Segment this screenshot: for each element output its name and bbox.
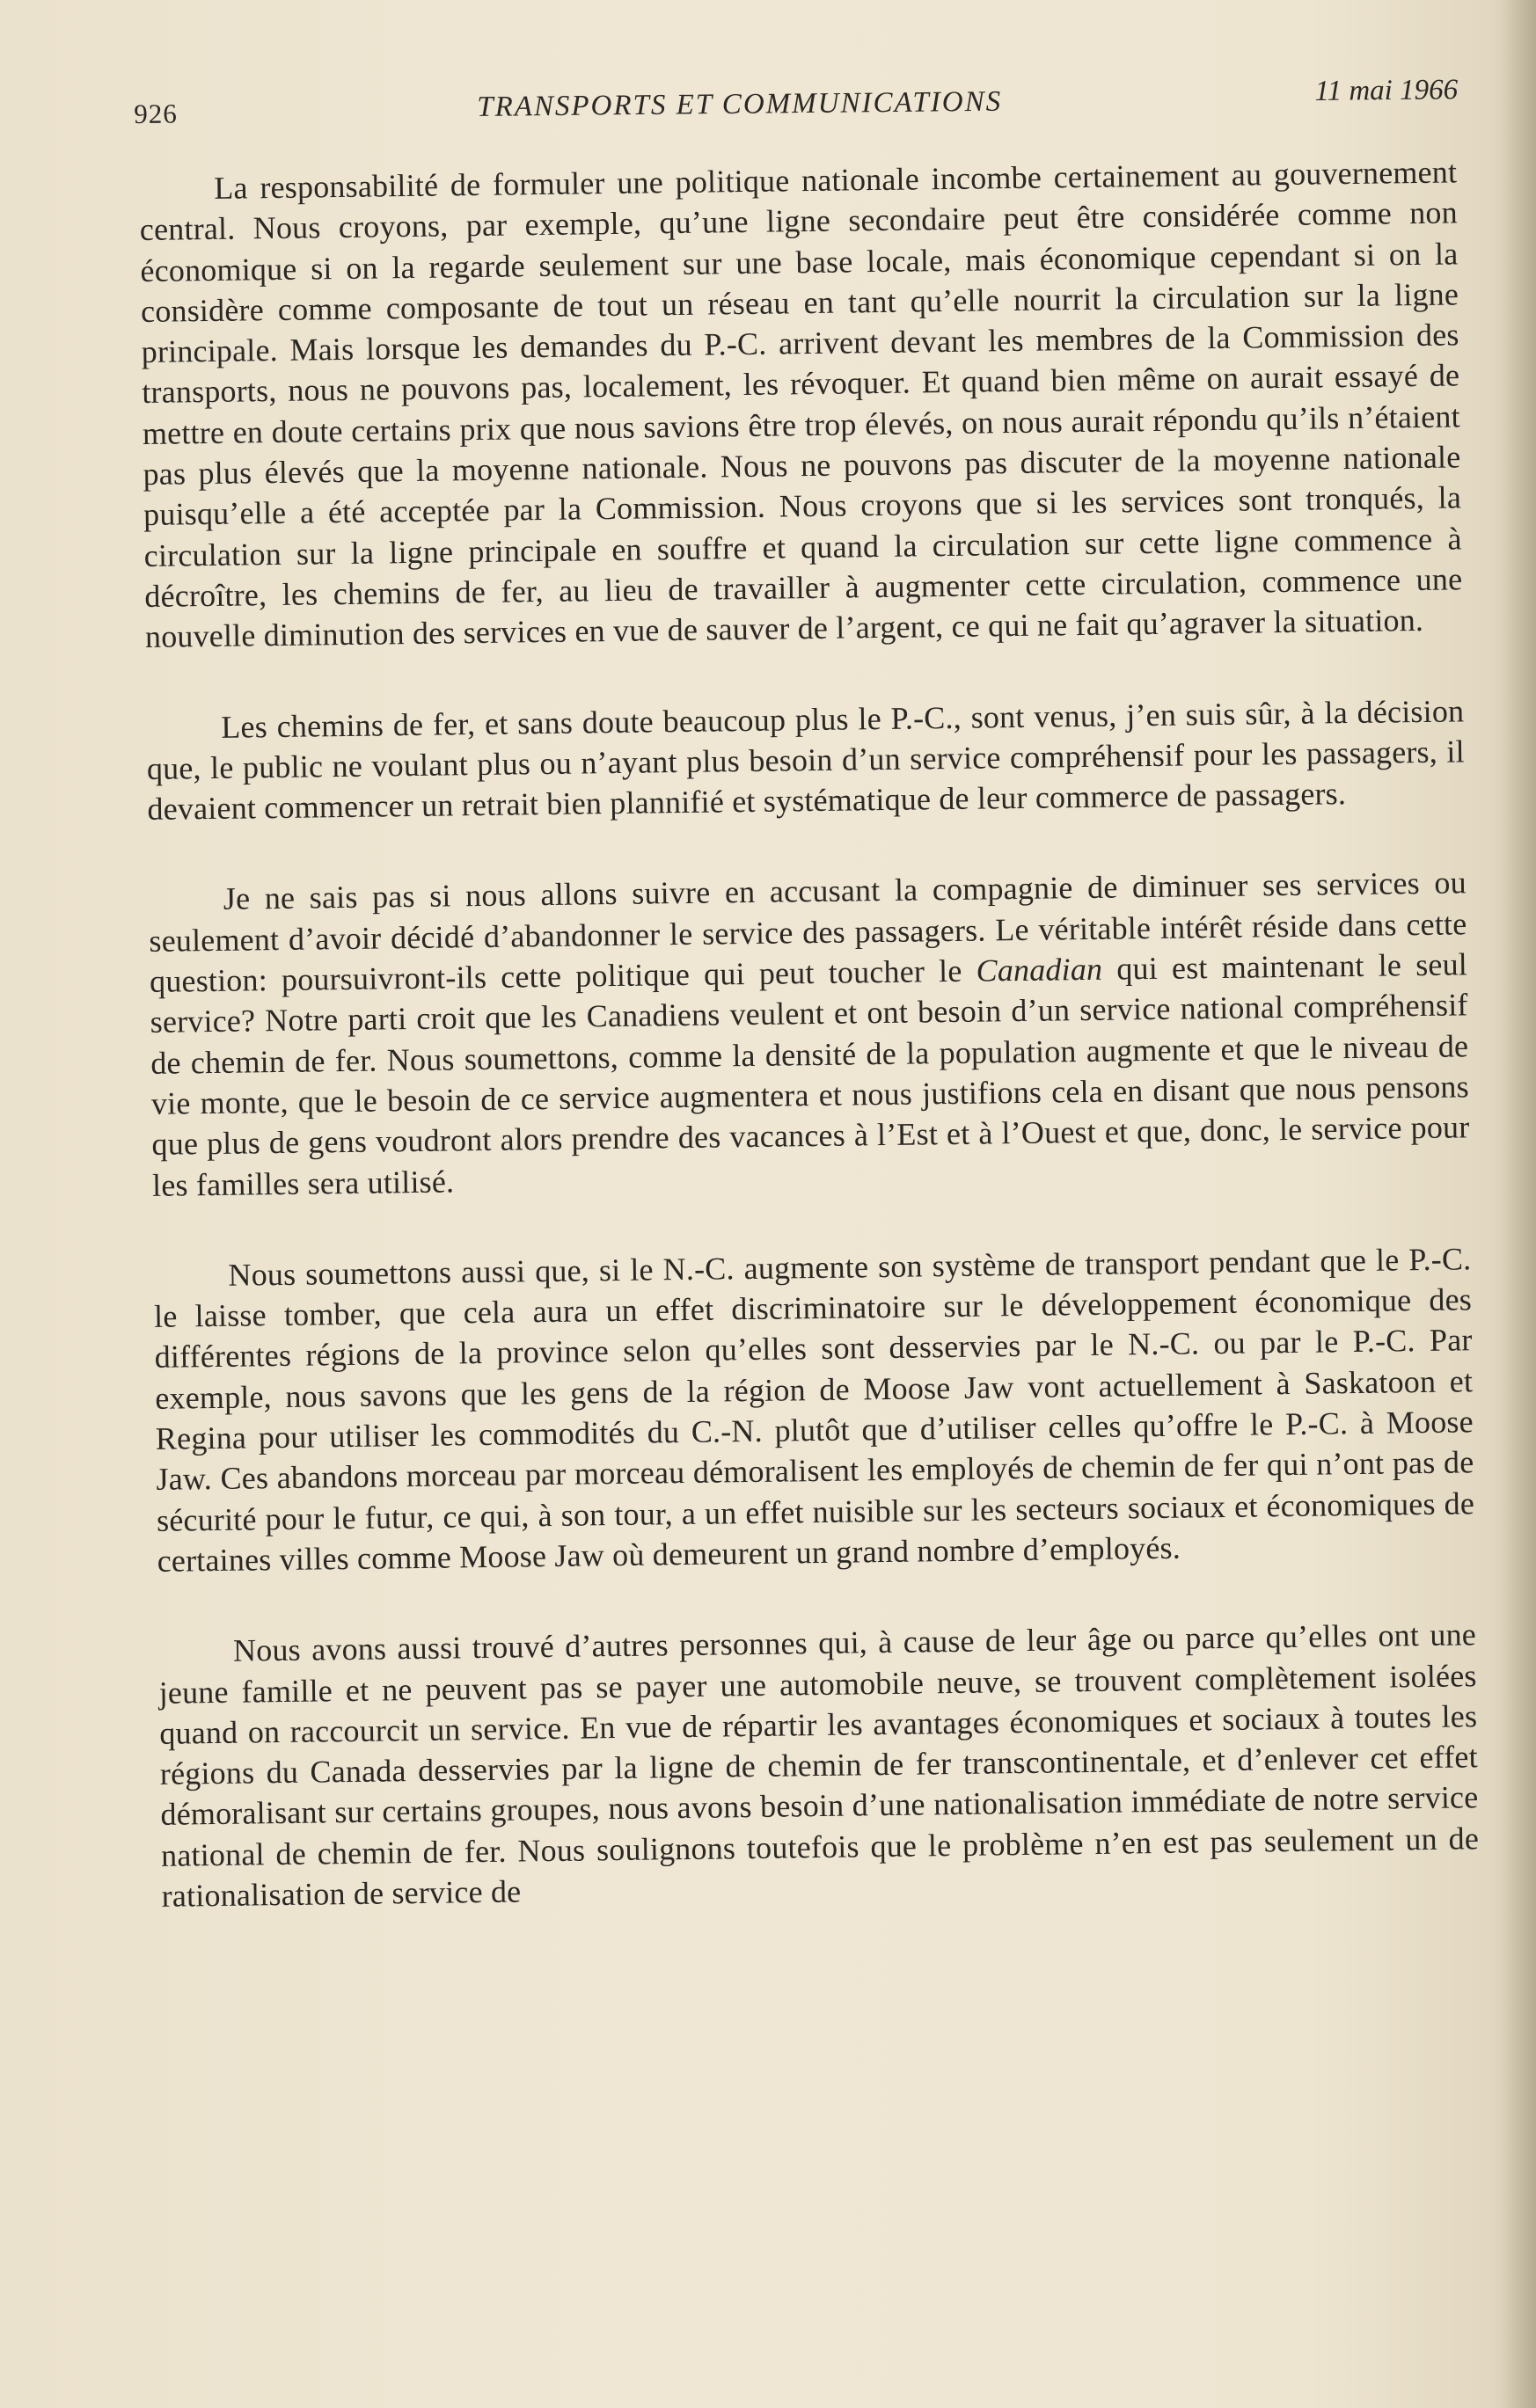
paragraph-3 bbox=[149, 863, 1471, 1206]
paragraph-5: Nous avons aussi trouvé d’autres personnes qui, à cause de leur âge ou parce qu’elles ont une jeune famille et ne peuvent pas se payer une automobile neuve, se trouvent complètement isolées quand on raccourcit un service. En vue de répartir les avantages économiques et sociaux à toutes les régions du Canada desservies par la ligne de chemin de fer transcontinentale, et d’enlever cet effet démoralisant sur certains groupes, nous avons besoin d’une nationalisation immédiate de notre service national de chemin de fer. Nous soulignons toutefois que le problème n’en est pas seulement un de rationalisation de service de bbox=[158, 1616, 1480, 1914]
running-title: TRANSPORTS ET COMMUNICATIONS bbox=[477, 85, 1003, 123]
page-number: 926 bbox=[134, 98, 178, 129]
paragraph-4: Nous soumettons aussi que, si le N.-C. augmente son système de transport pendant que le P.-C. le laisse tomber, que cela aura un effet discriminatoire sur le développement économique des différentes régions de la province selon qu’elles sont desservies par le N.-C. ou par le P.-C. Par exemple, nous savons que les gens de la région de Moose Jaw vont actuellement à Saskatoon et Regina pour utiliser les commodités du C.-N. plutôt que d’utiliser celles qu’offre le P.-C. à Moose Jaw. Ces abandons morceau par morceau démoralisent les employés de chemin de fer qui n’ont pas de sécurité pour le futur, ce qui, à son tour, a un effet nuisible sur les secteurs sociaux et économiques de certaines villes comme Moose Jaw où demeurent un grand nombre d’employés. bbox=[153, 1241, 1475, 1579]
body-text bbox=[139, 151, 1480, 1916]
page-header bbox=[134, 74, 1459, 141]
paragraph-2: Les chemins de fer, et sans doute beaucoup plus le P.-C., sont venus, j’en suis sûr, à la décision que, le public ne voulant plus ou n’ayant plus besoin d’un service compréhensif pour les passagers, il devaient commencer un retrait bien plannifié et systématique de leur commerce de passagers. bbox=[146, 692, 1466, 828]
paragraph-3-text-after: qui est maintenant le seul service? Notre parti croit que les Canadiens veulent et ont besoin d’un service national compréhensif de chemin de fer. Nous soumettons, comme la densité de la population augmente et que le niveau de vie monte, que le besoin de ce service augmentera et nous justifions cela en disant que nous pensons que plus de gens voudront alors prendre des vacances à l’Est et à l’Ouest et que, donc, le service pour les familles sera utilisé. bbox=[150, 946, 1470, 1203]
page-edge-shadow bbox=[1501, 0, 1536, 2408]
paragraph-1: La responsabilité de formuler une politique nationale incombe certainement au gouvernement central. Nous croyons, par exemple, qu’une ligne secondaire peut être considérée comme non économique si on la regarde seulement sur une base locale, mais économique cependant si on la considère comme composante de tout un réseau en tant qu’elle nourrit la circulation sur la ligne principale. Mais lorsque les demandes du P.-C. arrivent devant les membres de la Commission des transports, nous ne pouvons pas, localement, les révoquer. Et quand bien même on aurait essayé de mettre en doute certains prix que nous savions être trop élevés, on nous aurait répondu qu’ils n’étaient pas plus élevés que la moyenne nationale. Nous ne pouvons pas discuter de la moyenne nationale puisqu’elle a été acceptée par la Commission. Nous croyons que si les services sont tronqués, la circulation sur la ligne principale en souffre et quand la circulation sur cette ligne commence à décroître, les chemins de fer, au lieu de travailler à augmenter cette circulation, commence une nouvelle diminution des services en vue de sauver de l’argent, ce qui ne fait qu’agraver la situation. bbox=[139, 154, 1463, 655]
paragraph-3-text-before: Je ne sais pas si nous allons suivre en accusant la compagnie de diminuer ses services ou seulement d’avoir décidé d’abandonner le service des passagers. Le véritable intérêt réside dans cette question: poursuivront-ils cette politique qui peut toucher le bbox=[149, 865, 1467, 999]
paragraph-3-italic-train-name: Canadian bbox=[976, 951, 1103, 989]
header-date: 11 mai 1966 bbox=[1314, 74, 1459, 107]
